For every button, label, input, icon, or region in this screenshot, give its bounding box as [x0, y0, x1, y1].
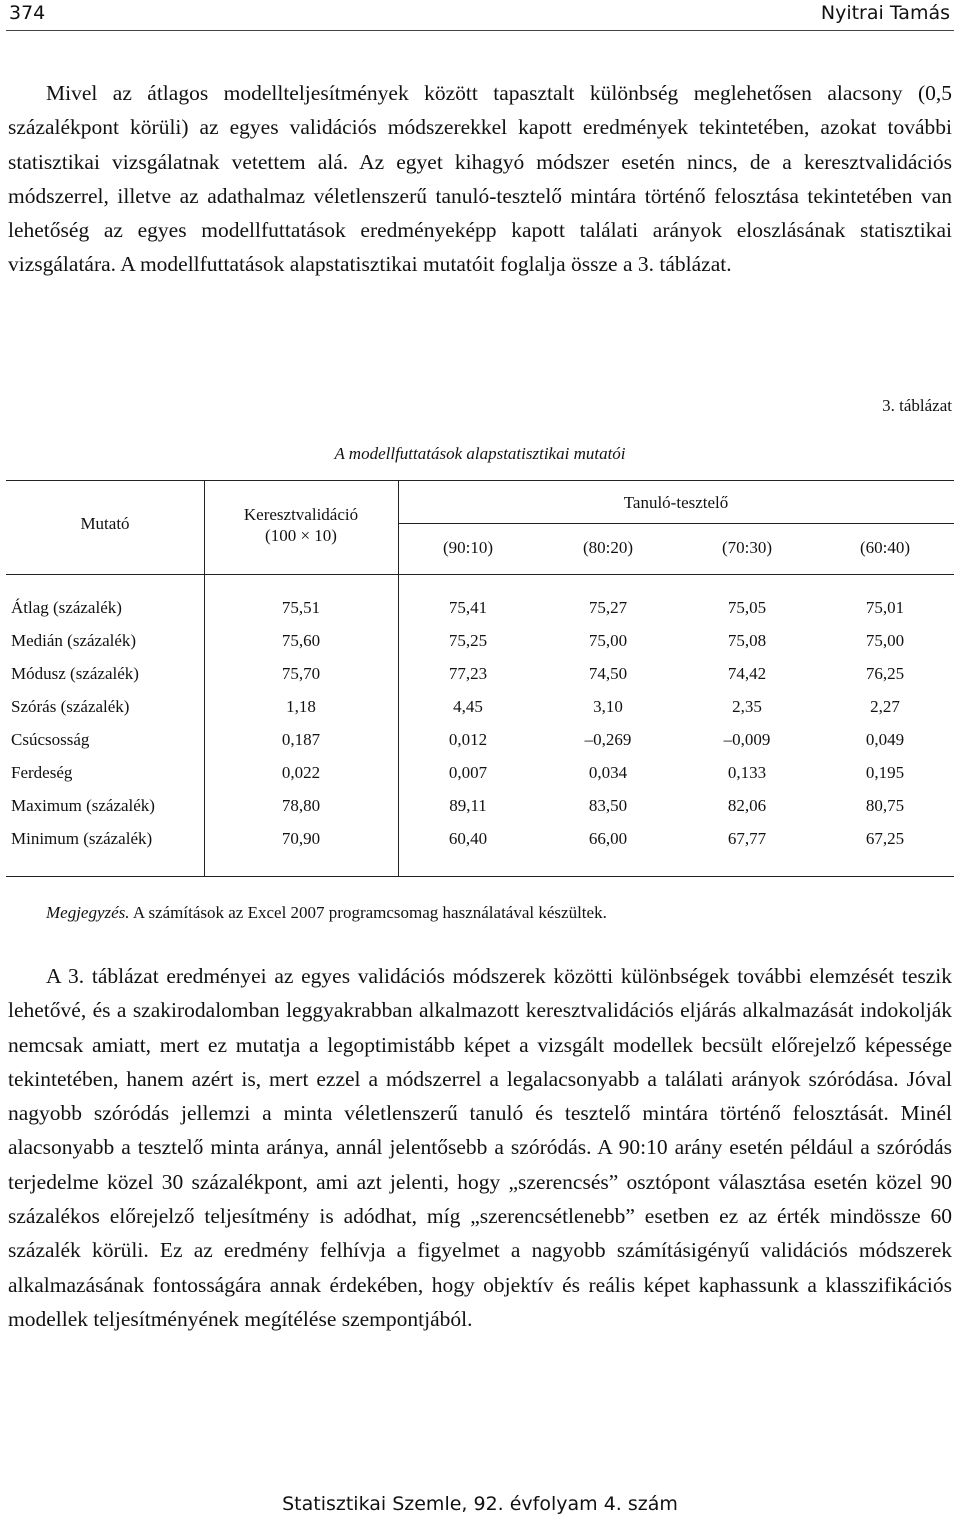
table-cell: 2,27 — [870, 697, 900, 716]
table-row-label: Átlag (százalék) — [11, 598, 122, 617]
table-cell: 0,133 — [727, 763, 767, 782]
page-footer: Statisztikai Szemle, 92. évfolyam 4. szám — [282, 1493, 678, 1515]
table-cell: –0,269 — [584, 730, 632, 749]
table-label: 3. táblázat — [882, 396, 952, 415]
header-kv: Keresztvalidáció — [243, 505, 359, 524]
table-cell: 0,187 — [281, 730, 321, 749]
table-cell: 1,18 — [286, 697, 316, 716]
table-row-label: Szórás (százalék) — [11, 697, 130, 716]
paragraph-discussion — [8, 959, 952, 1336]
table-cell: 75,00 — [865, 631, 905, 650]
table-group-rule — [398, 523, 954, 524]
paragraph-discussion-text: A 3. táblázat eredményei az egyes validációs módszerek közötti különbségek további elemzését teszik lehetővé, és a szakirodalomban leggyakrabban alkalmazott keresztvalidációs eljárás alkalmazását indokolják nemcsak amiatt, mert ez mutatja a legoptimistább képet a vizsgált modellek becsült előrejelző képessége tekintetében, hanem azért is, mert ezzel a módszerrel a legalacsonyabb a találati arányok szóródása. Jóval nagyobb szóródás jellemzi a minta véletlenszerű tanuló és tesztelő mintára történő felosztását. Minél alacsonyabb a tesztelő minta aránya, annál jelentősebb a szóródás. A 90:10 arány esetén például a szóródás terjedelme közel 30 százalékpont, ami azt jelenti, hogy „szerencsés” osztópont választása esetén közel 90 százalékos előrejelző teljesítmény is adódhat, míg „szerencsétlenebb” esetben ez az érték mindössze 60 százalék körüli. Ez az eredmény felhívja a figyelmet a nagyobb számításigényű validációs módszerek alkalmazásának fontosságára annak érdekében, hogy objektív és reális képet kaphassunk a klasszifikációs modellek teljesítményének megítélése szempontjából. — [8, 964, 952, 1331]
table-cell: 0,022 — [281, 763, 321, 782]
table-cell: 75,41 — [448, 598, 488, 617]
table-cell: 83,50 — [588, 796, 628, 815]
table-cell: 0,049 — [865, 730, 905, 749]
table-cell: 2,35 — [732, 697, 762, 716]
table-cell: 89,11 — [449, 796, 487, 815]
header-split-60-40: (60:40) — [859, 538, 911, 557]
table-cell: 78,80 — [281, 796, 321, 815]
page-header — [0, 0, 960, 30]
table-cell: 66,00 — [588, 829, 628, 848]
table-cell: 75,01 — [865, 598, 905, 617]
table-cell: 0,007 — [448, 763, 488, 782]
header-tanulo-tesztelo: Tanuló-tesztelő — [623, 493, 729, 512]
table-row-label: Ferdeség — [11, 763, 73, 782]
paragraph-intro-text: Mivel az átlagos modellteljesítmények között tapasztalt különbség meglehetősen alacsony (0,5 százalékpont körüli) az egyes validációs módszerekkel kapott eredmények tekintetében, azokat további statisztikai vizsgálatnak vetettem alá. Az egyet kihagyó módszer esetén nincs, de a keresztvalidációs módszerrel, illetve az adathalmaz véletlenszerű tanuló-tesztelő mintára történő felosztása tekintetében van lehetőség az egyes modellfuttatások eredményeképp kapott találati arányok eloszlásának statisztikai vizsgálatára. A modellfuttatások alapstatisztikai mutatóit foglalja össze a 3. táblázat. — [8, 81, 952, 277]
table-cell: 76,25 — [865, 664, 905, 683]
header-mutato: Mutató — [80, 514, 130, 533]
table-cell: 0,034 — [588, 763, 628, 782]
table-cell: 67,77 — [727, 829, 767, 848]
header-split-90-10: (90:10) — [442, 538, 494, 557]
table-cell: 0,012 — [448, 730, 488, 749]
table-cell: 60,40 — [448, 829, 488, 848]
table-cell: 75,60 — [281, 631, 321, 650]
table-cell: 0,195 — [865, 763, 905, 782]
table-cell: –0,009 — [723, 730, 771, 749]
table-title: A modellfuttatások alapstatisztikai mutatói — [334, 444, 626, 463]
table-row-label: Csúcsosság — [11, 730, 90, 749]
table-cell: 70,90 — [281, 829, 321, 848]
table-cell: 75,51 — [281, 598, 321, 617]
table-cell: 75,08 — [727, 631, 767, 650]
table-cell: 4,45 — [453, 697, 483, 716]
table-cell: 67,25 — [865, 829, 905, 848]
header-split-80-20: (80:20) — [582, 538, 634, 557]
table-note — [46, 903, 607, 923]
header-split-70-30: (70:30) — [721, 538, 773, 557]
table-note-label: Megjegyzés. — [46, 903, 130, 922]
table-cell: 74,50 — [588, 664, 628, 683]
paragraph-intro — [8, 76, 952, 282]
page-number: 374 — [9, 2, 46, 24]
table-cell: 75,25 — [448, 631, 488, 650]
table-cell: 82,06 — [727, 796, 767, 815]
table-cell: 75,05 — [727, 598, 767, 617]
table-row-label: Módusz (százalék) — [11, 664, 139, 683]
table-cell: 75,70 — [281, 664, 321, 683]
table-row-label: Minimum (százalék) — [11, 829, 153, 848]
table-bottom-rule — [6, 876, 954, 877]
table-cell: 75,27 — [588, 598, 628, 617]
header-rule — [6, 30, 954, 31]
table-head-rule — [6, 574, 954, 575]
table-cell: 80,75 — [865, 796, 905, 815]
header-kv-sub: (100 × 10) — [265, 526, 337, 545]
table-row-label: Maximum (százalék) — [11, 796, 155, 815]
table-cell: 75,00 — [588, 631, 628, 650]
running-author: Nyitrai Tamás — [820, 2, 950, 24]
table-cell: 77,23 — [448, 664, 488, 683]
table-cell: 3,10 — [593, 697, 623, 716]
table-cell: 74,42 — [727, 664, 767, 683]
table-top-rule — [6, 480, 954, 481]
table-note-text: A számítások az Excel 2007 programcsomag használatával készültek. — [129, 903, 607, 922]
table-row-label: Medián (százalék) — [11, 631, 137, 650]
